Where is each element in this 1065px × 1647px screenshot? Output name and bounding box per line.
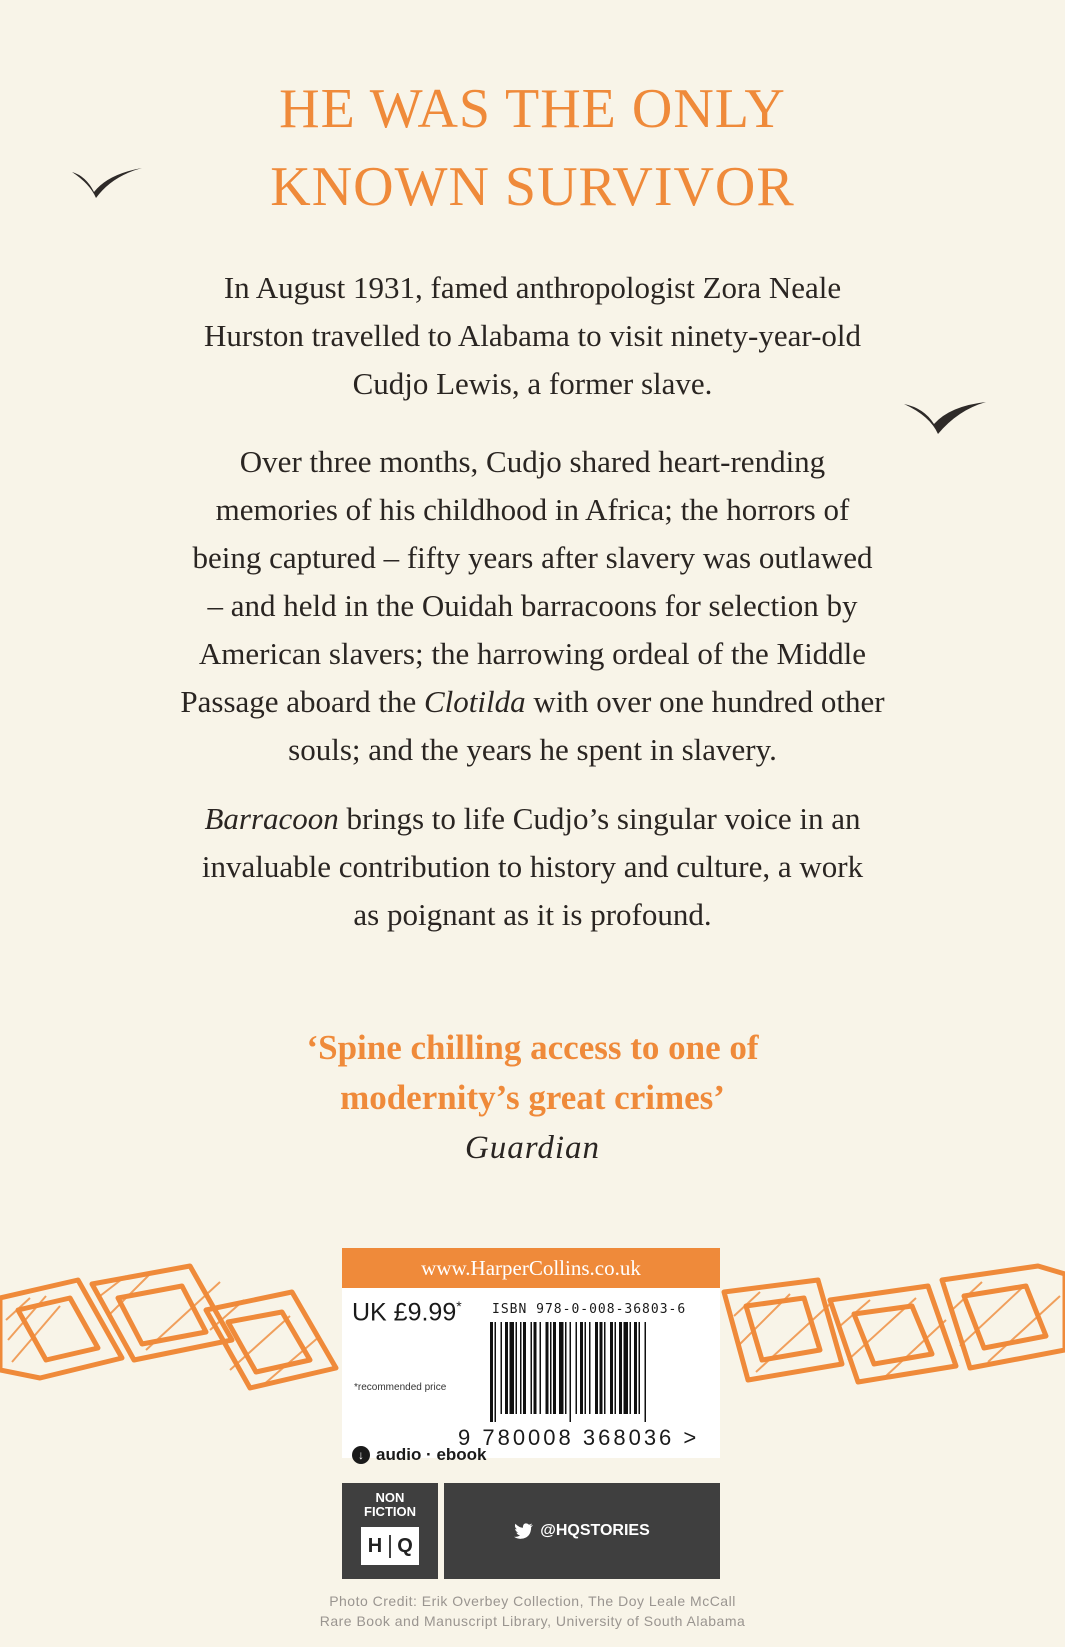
barcode-bar — [585, 1322, 587, 1414]
paragraph-summary — [100, 795, 965, 939]
barcode-bar — [495, 1322, 497, 1422]
barcode-bar — [516, 1322, 518, 1414]
barcode-bar — [634, 1322, 637, 1414]
barcode-bar — [534, 1322, 537, 1414]
isbn-label: ISBN 978-0-008-36803-6 — [492, 1302, 687, 1317]
barcode-bar — [501, 1322, 503, 1414]
headline — [0, 70, 1065, 226]
text-line: as poignant as it is profound. — [353, 897, 712, 932]
photo-credit — [0, 1591, 1065, 1631]
text-line: Over three months, Cudjo shared heart-rending — [239, 444, 826, 479]
download-arrow-icon: ↓ — [352, 1446, 370, 1464]
available-formats — [352, 1445, 487, 1465]
text-line: – and held in the Ouidah barracoons for selection by — [207, 588, 858, 623]
barcode-bar — [624, 1322, 629, 1414]
bird-icon — [68, 162, 148, 202]
barcode-bar — [565, 1322, 567, 1414]
paragraph-memories — [100, 438, 965, 774]
text-line: American slavers; the harrowing ordeal of the Middle — [198, 636, 867, 671]
formats-label: audio · ebook — [376, 1445, 487, 1464]
headline-line-1: HE WAS THE ONLY — [279, 78, 786, 140]
barcode-bar — [505, 1322, 508, 1414]
barcode-bar — [531, 1322, 533, 1414]
barcode-bar — [630, 1322, 632, 1414]
review-quote — [0, 1023, 1065, 1123]
hq-logo — [361, 1527, 419, 1565]
category-line: NON — [375, 1490, 405, 1505]
barcode-bar — [595, 1322, 598, 1414]
barcode-bar — [553, 1322, 556, 1414]
barcode-bar — [604, 1322, 606, 1414]
publisher-logo — [342, 1483, 438, 1579]
chain-illustration-right — [720, 1240, 1065, 1415]
text-line: memories of his childhood in Africa; the horrors of — [215, 492, 850, 527]
barcode-bar — [559, 1322, 564, 1414]
quote-source: Guardian — [464, 1130, 601, 1166]
barcode-bar — [610, 1322, 613, 1414]
social-handle[interactable]: @HQSTORIES — [540, 1522, 650, 1539]
text-line — [100, 795, 965, 843]
paragraph-intro — [100, 264, 965, 408]
text-fragment: Passage aboard the — [180, 684, 424, 719]
price-value: UK £9.99 — [352, 1298, 457, 1327]
barcode-bar — [580, 1322, 583, 1414]
recommended-price-note: *recommended price — [354, 1382, 447, 1393]
category-label — [342, 1491, 438, 1519]
barcode-bar — [600, 1322, 603, 1414]
barcode-bar — [639, 1322, 641, 1414]
text-fragment: with over one hundred other — [525, 684, 885, 719]
text-line: being captured – fifty years after slavery was outlawed — [192, 540, 873, 575]
barcode-bar — [490, 1322, 493, 1422]
quote-line: ‘Spine chilling access to one of — [306, 1028, 759, 1067]
text-line: Cudjo Lewis, a former slave. — [352, 366, 713, 401]
barcode-bar — [619, 1322, 622, 1414]
text-line — [100, 678, 965, 726]
price-label — [352, 1298, 462, 1327]
twitter-bird-icon — [514, 1523, 534, 1539]
barcode-bar — [546, 1322, 549, 1414]
headline-line-2: KNOWN SURVIVOR — [270, 156, 795, 218]
ship-name: Clotilda — [424, 684, 526, 719]
quote-line: modernity’s great crimes’ — [340, 1078, 725, 1117]
credit-line: Photo Credit: Erik Overbey Collection, The Doy Leale McCall — [329, 1593, 736, 1609]
barcode-bar — [510, 1322, 515, 1414]
credit-line: Rare Book and Manuscript Library, University of South Alabama — [319, 1613, 746, 1629]
barcode-bar — [550, 1322, 552, 1414]
barcode-bar — [523, 1322, 526, 1414]
barcode-bar — [570, 1322, 572, 1422]
text-line: invaluable contribution to history and culture, a work — [201, 849, 864, 884]
barcode-bar — [540, 1322, 542, 1414]
category-line: FICTION — [364, 1504, 416, 1519]
barcode-bar — [645, 1322, 647, 1422]
barcode-bar — [576, 1322, 578, 1414]
logo-letter: Q — [389, 1535, 419, 1558]
social-handle-panel — [444, 1483, 720, 1579]
price-mark: * — [456, 1298, 462, 1314]
book-title: Barracoon — [204, 801, 339, 836]
publisher-url[interactable]: www.HarperCollins.co.uk — [342, 1248, 720, 1288]
ean-number: 9 780008 368036 > — [458, 1425, 700, 1450]
text-line: souls; and the years he spent in slavery. — [288, 732, 777, 767]
text-line: In August 1931, famed anthropologist Zora Neale — [223, 270, 842, 305]
text-fragment: brings to life Cudjo’s singular voice in an — [338, 801, 861, 836]
chain-illustration-left — [0, 1240, 345, 1415]
barcode-bar — [520, 1322, 522, 1414]
logo-letter: H — [367, 1534, 383, 1557]
barcode-bar — [589, 1322, 591, 1414]
barcode — [488, 1322, 694, 1422]
barcode-bar — [615, 1322, 617, 1414]
text-line: Hurston travelled to Alabama to visit ninety-year-old — [203, 318, 862, 353]
